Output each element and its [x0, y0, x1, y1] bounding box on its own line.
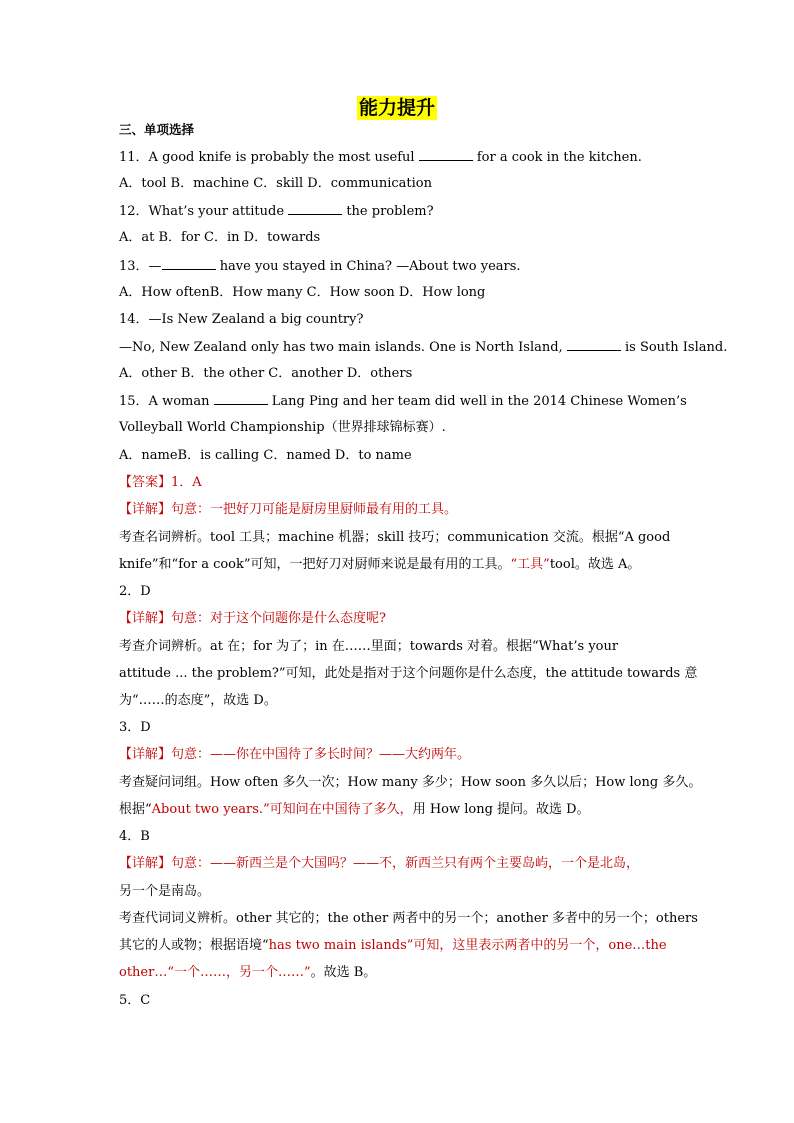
- question-11-options: A．tool B．machine C．skill D．communication: [119, 176, 432, 191]
- answer-4-detail-2: 另一个是南岛。: [119, 884, 211, 899]
- question-14-line2: [119, 338, 728, 357]
- question-text-after: for a cook in the kitchen.: [476, 150, 642, 165]
- question-15-line2: Volleyball World Championship（世界排球锦标赛）.: [119, 420, 446, 435]
- answer-1-explain-1: 考查名词辨析。tool 工具；machine 机器；skill 技巧；communication 交流。根据“A good: [119, 530, 671, 545]
- question-11: [119, 148, 694, 167]
- detail-text: 句意：一把好刀可能是厨房里厨师最有用的工具。: [171, 502, 458, 517]
- question-text: 11．A good knife is probably the most useful: [119, 150, 415, 165]
- detail-text: 句意：——你在中国待了多长时间？——大约两年。: [171, 747, 471, 762]
- answer-4-explain-3: [119, 964, 694, 982]
- answer-4-explain-2: [119, 937, 694, 955]
- detail-label: 【详解】: [119, 856, 172, 871]
- answer-blank: [162, 257, 216, 270]
- explain-text: knife”和“for a cook”可知，一把好刀对厨师来说是最有用的工具。: [119, 557, 511, 572]
- answer-2-detail: [119, 610, 694, 628]
- answer-value: 1．A: [171, 475, 202, 490]
- answer-3-explain-2: [119, 801, 694, 819]
- question-15: [119, 392, 694, 411]
- answer-4-explain-1: 考查代词词义辨析。other 其它的；the other 两者中的另一个；another 多者中的另一个；others: [119, 911, 698, 926]
- answer-4: 4．B: [119, 829, 150, 844]
- question-12-options: A．at B．for C．in D．towards: [119, 230, 321, 245]
- question-13: [119, 257, 694, 276]
- answer-5: 5．C: [119, 993, 151, 1008]
- section-heading: 三、单项选择: [119, 122, 195, 137]
- answer-blank: [214, 392, 268, 405]
- question-15-options: A．nameB．is calling C．named D．to name: [119, 448, 412, 463]
- detail-label: 【详解】: [119, 502, 172, 517]
- question-text-after: the problem?: [346, 204, 434, 219]
- explain-highlight: “工具”: [510, 557, 550, 572]
- answer-2: 2．D: [119, 584, 151, 599]
- answer-4-detail: [119, 855, 694, 873]
- explain-text: 用 How long 提问。故选 D。: [412, 802, 590, 817]
- explain-text: 根据“: [119, 802, 152, 817]
- detail-text: 句意：——新西兰是个大国吗？——不，新西兰只有两个主要岛屿，一个是北岛，: [171, 856, 640, 871]
- detail-text: 句意：对于这个问题你是什么态度呢?: [171, 611, 386, 626]
- title-wrap: [0, 96, 794, 120]
- explain-text: 其它的人或物；根据语境“: [119, 938, 269, 953]
- question-text-after: have you stayed in China? —About two years.: [219, 259, 521, 274]
- answer-3: 3．D: [119, 720, 151, 735]
- explain-text: 。故选 B。: [310, 965, 377, 980]
- explain-highlight: About two years.”可知问在中国待了多久，: [151, 802, 413, 817]
- explain-highlight: other…“一个……，另一个……”: [119, 965, 311, 980]
- question-text-after: Lang Ping and her team did well in the 2014 Chinese Women’s: [271, 394, 687, 409]
- answer-1-detail: [119, 501, 694, 519]
- answer-1-explain-2: [119, 556, 694, 574]
- answer-3-explain-1: 考查疑问词组。How often 多久一次；How many 多少；How soon 多久以后；How long 多久。: [119, 775, 702, 790]
- question-text: 13．—: [119, 259, 162, 274]
- answer-3-detail: [119, 746, 694, 764]
- detail-label: 【详解】: [119, 611, 172, 626]
- answer-2-explain-3: 为“……的态度”，故选 D。: [119, 693, 277, 708]
- detail-label: 【详解】: [119, 747, 172, 762]
- answer-1: [119, 474, 694, 492]
- question-text: 15．A woman: [119, 394, 210, 409]
- answer-label: 【答案】: [119, 475, 172, 490]
- question-text: —No, New Zealand only has two main islands. One is North Island,: [119, 340, 563, 355]
- question-14: 14．—Is New Zealand a big country?: [119, 312, 364, 327]
- explain-text: tool。故选 A。: [549, 557, 641, 572]
- answer-blank: [567, 338, 621, 351]
- explain-highlight: has two main islands”可知，这里表示两者中的另一个，one…the: [268, 938, 667, 953]
- page-title: 能力提升: [358, 97, 435, 119]
- question-12: [119, 202, 694, 221]
- answer-2-explain-2: attitude ... the problem?”可知，此处是指对于这个问题你是什么态度，the attitude towards 意: [119, 666, 698, 681]
- answer-2-explain-1: 考查介词辨析。at 在；for 为了；in 在……里面；towards 对着。根据“What’s your: [119, 639, 619, 654]
- question-text-after: is South Island.: [624, 340, 728, 355]
- question-14-options: A．other B．the other C．another D．others: [119, 366, 413, 381]
- answer-blank: [288, 202, 342, 215]
- question-13-options: A．How oftenB．How many C．How soon D．How long: [119, 285, 486, 300]
- question-text: 12．What’s your attitude: [119, 204, 285, 219]
- answer-blank: [419, 148, 473, 161]
